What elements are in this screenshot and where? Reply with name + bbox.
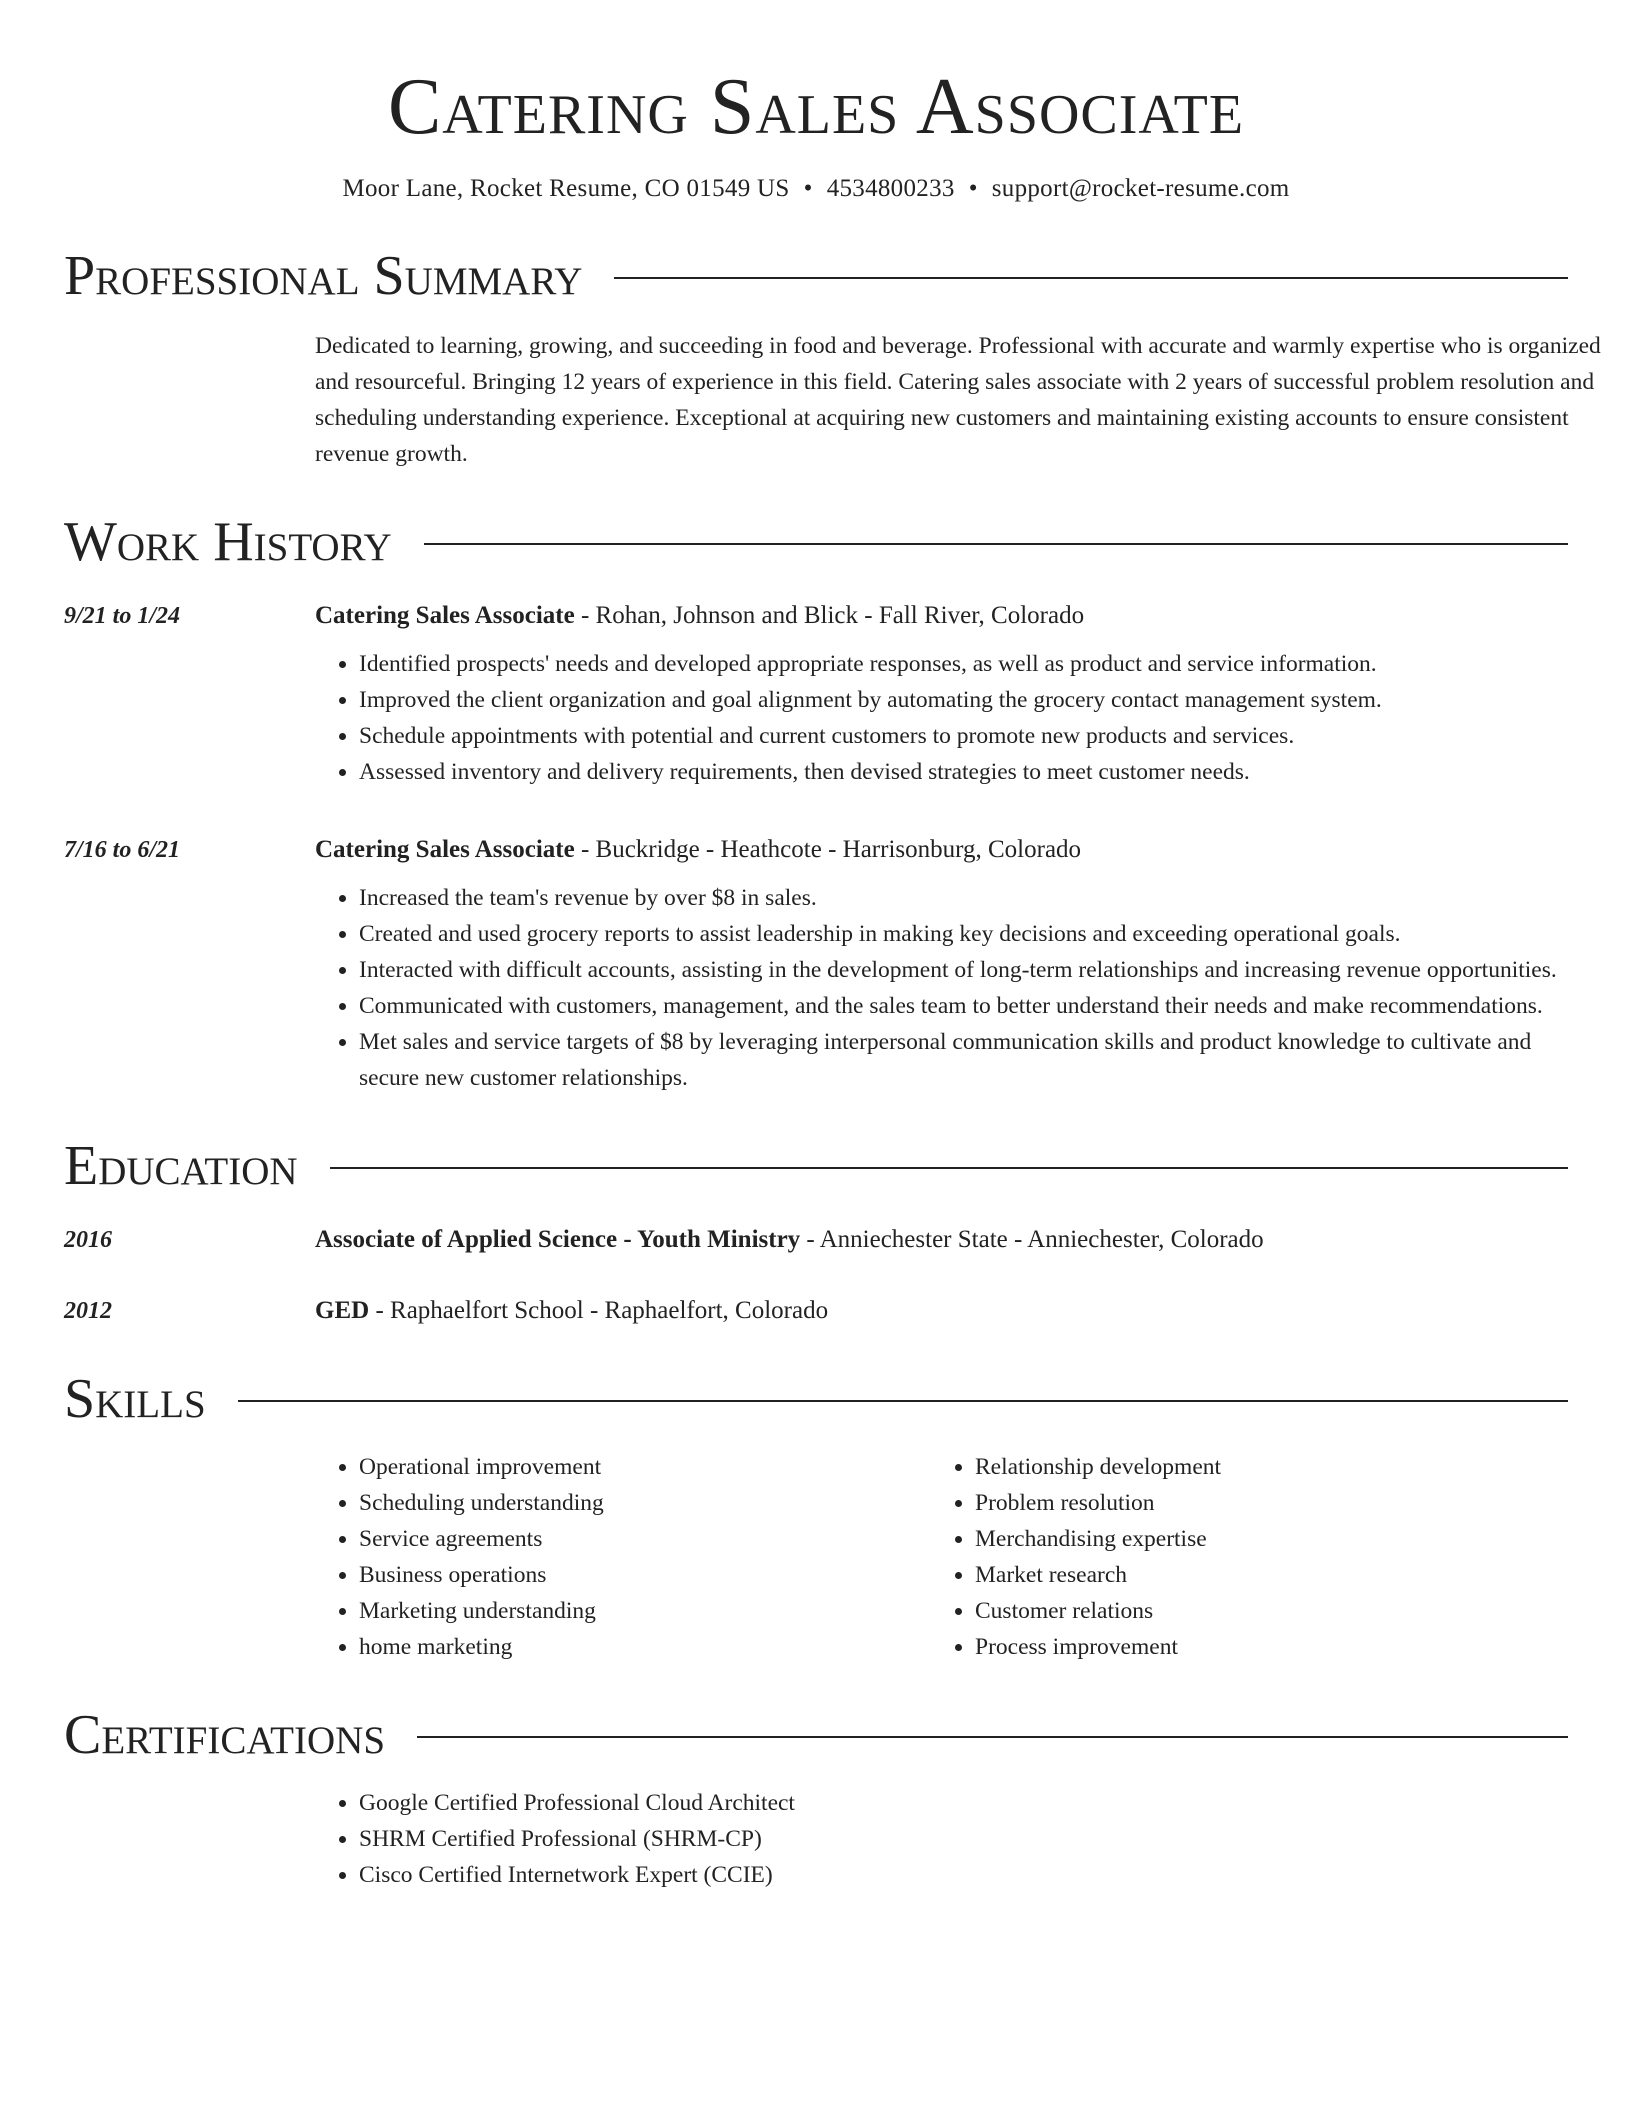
education-degree: Associate of Applied Science - Youth Ministry (315, 1226, 801, 1253)
skill-item: • Relationship development (975, 1449, 1547, 1485)
education-year: 2016 (64, 1227, 112, 1253)
contact-address: Moor Lane, Rocket Resume, CO 01549 US (342, 175, 790, 202)
contact-line (64, 172, 1568, 206)
education-section-header (64, 1136, 1568, 1196)
job-bullets (315, 646, 1568, 790)
job-body (315, 832, 1568, 1096)
skills-column-right (931, 1449, 1547, 1665)
skill-item: • Business operations (359, 1557, 931, 1593)
job-bullet: • Assessed inventory and delivery requirements, then devised strategies to meet customer needs. (359, 754, 1568, 790)
certifications-section-header (64, 1705, 1568, 1765)
skill-item: • Service agreements (359, 1521, 931, 1557)
work-section-header (64, 512, 1568, 572)
skills-section-title: Skills (64, 1368, 206, 1430)
skill-item: • Market research (975, 1557, 1547, 1593)
job-role: Catering Sales Associate (315, 836, 575, 863)
skill-item: • Operational improvement (359, 1449, 931, 1485)
job-entry (64, 832, 1568, 1096)
skill-item: • Customer relations (975, 1593, 1547, 1629)
skill-item: • Problem resolution (975, 1485, 1547, 1521)
job-bullet: • Interacted with difficult accounts, assisting in the development of long-term relationships and increasing revenue opportunities. (359, 952, 1568, 988)
job-bullet: • Improved the client organization and goal alignment by automating the grocery contact management system. (359, 682, 1568, 718)
skills-section-header (64, 1369, 1568, 1429)
job-entry (64, 598, 1568, 790)
education-year: 2012 (64, 1298, 112, 1324)
contact-phone: 4534800233 (826, 175, 955, 202)
summary-text: Dedicated to learning, growing, and succeeding in food and beverage. Professional with accurate and warmly expertise who is organized and resourceful. Bringing 12 years of experience in this field. Catering sales associate with 2 years of successful problem resolution and scheduling understanding experience. Exceptional at acquiring new customers and maintaining existing accounts to ensure consistent revenue growth. (315, 333, 1601, 467)
job-body (315, 598, 1568, 790)
job-bullet: • Schedule appointments with potential and current customers to promote new products and services. (359, 718, 1568, 754)
section-divider (614, 277, 1568, 279)
job-bullet: • Communicated with customers, management, and the sales team to better understand their needs and make recommendations. (359, 988, 1568, 1024)
contact-email: support@rocket-resume.com (991, 175, 1290, 202)
education-section-title: Education (64, 1135, 298, 1197)
job-bullet: • Created and used grocery reports to assist leadership in making key decisions and exceeding operational goals. (359, 916, 1568, 952)
work-section-title: Work History (64, 511, 392, 573)
certification-item: • Cisco Certified Internetwork Expert (CCIE) (359, 1857, 1568, 1893)
education-entry (64, 1222, 1568, 1258)
education-title-line (315, 1222, 1568, 1258)
job-title-line (315, 598, 1568, 634)
job-dates: 7/16 to 6/21 (64, 837, 181, 863)
section-divider (330, 1167, 1568, 1169)
job-role: Catering Sales Associate (315, 602, 575, 629)
job-title-line (315, 832, 1568, 868)
job-bullet: • Met sales and service targets of $8 by leveraging interpersonal communication skills and product knowledge to cultivate and secure new customer relationships. (359, 1024, 1568, 1096)
education-school: - Anniechester State - Anniechester, Colorado (800, 1226, 1264, 1253)
job-dates: 9/21 to 1/24 (64, 603, 181, 629)
job-bullet: • Identified prospects' needs and developed appropriate responses, as well as product and service information. (359, 646, 1568, 682)
education-entry (64, 1293, 1568, 1329)
education-school: - Raphaelfort School - Raphaelfort, Colorado (369, 1297, 829, 1324)
summary-section-title: Professional Summary (64, 245, 583, 307)
job-employer: - Rohan, Johnson and Blick - Fall River, Colorado (574, 602, 1085, 629)
education-title-line (315, 1293, 1568, 1329)
section-divider (424, 543, 1568, 545)
skill-item: • home marketing (359, 1629, 931, 1665)
section-divider (417, 1736, 1568, 1738)
skill-item: • Process improvement (975, 1629, 1547, 1665)
section-divider (238, 1400, 1568, 1402)
resume-name: Catering Sales Associate (387, 63, 1245, 151)
skill-item: • Scheduling understanding (359, 1485, 931, 1521)
skill-item: • Merchandising expertise (975, 1521, 1547, 1557)
certifications-bullets (315, 1785, 1568, 1893)
contact-separator: • (803, 175, 813, 202)
job-bullets (315, 880, 1568, 1096)
certifications-list (315, 1785, 1568, 1893)
job-employer: - Buckridge - Heathcote - Harrisonburg, Colorado (574, 836, 1082, 863)
summary-section-header (64, 246, 1568, 306)
certification-item: • Google Certified Professional Cloud Architect (359, 1785, 1568, 1821)
skill-item: • Marketing understanding (359, 1593, 931, 1629)
certifications-section-title: Certifications (64, 1704, 386, 1766)
certification-item: • SHRM Certified Professional (SHRM-CP) (359, 1821, 1568, 1857)
contact-separator: • (968, 175, 978, 202)
skills-column-left (315, 1449, 931, 1665)
skills-columns (315, 1449, 1568, 1665)
job-bullet: • Increased the team's revenue by over $8 in sales. (359, 880, 1568, 916)
education-degree: GED (315, 1297, 370, 1324)
